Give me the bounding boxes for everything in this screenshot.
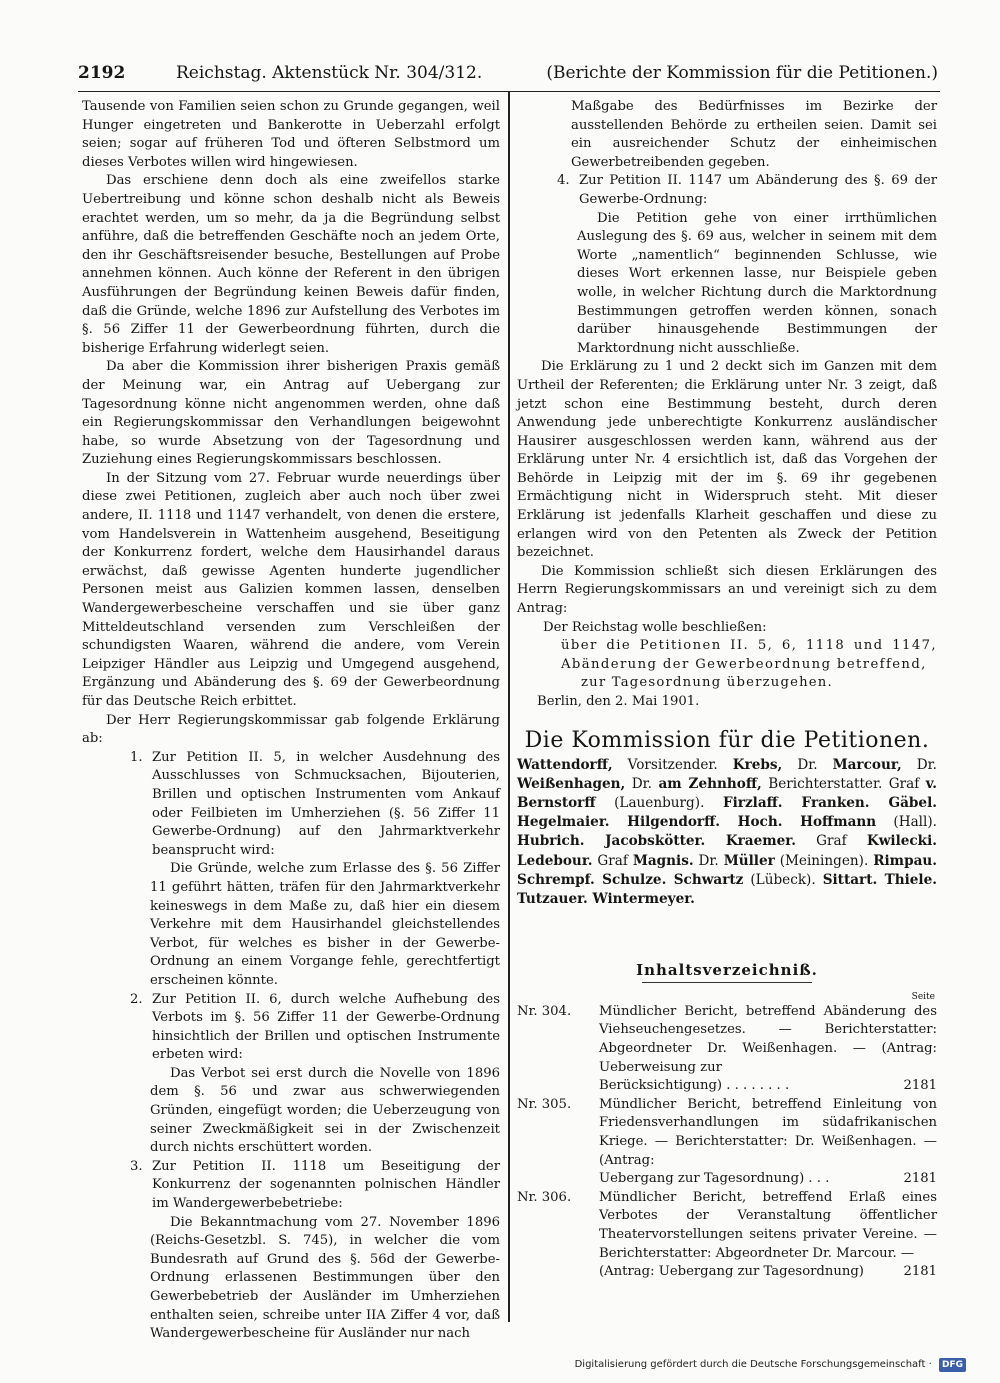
toc-entry-page: 2181 (903, 1171, 937, 1187)
list-item-text: Zur Petition II. 1147 um Abänderung des §. 69 der Gewerbe-Ordnung: (579, 173, 937, 207)
toc-entry-number: Nr. 306. (517, 1189, 572, 1205)
member-detail: Dr. (782, 756, 833, 773)
list-item-text: Zur Petition II. 1118 um Beseitigung der Konkurrenz der sogenannten polnischen Händler im Wandergewerbebetriebe: (152, 1158, 500, 1212)
enumerated-list (82, 749, 500, 1344)
list-item-text: Zur Petition II. 5, in welcher Ausdehnung des Ausschlusses von Schmucksachen, Bijouterien, Brillen und optischen Instrumenten vom Ankauf oder Feilbieten im Umherziehen (§. 56 Ziffer 11 Gewerbe-Ordnung) auf den Jahrmarktverkehr beansprucht wird: (152, 749, 500, 858)
member-detail: Berichterstatter. Graf (761, 775, 926, 792)
toc-entry-number: Nr. 304. (517, 1003, 572, 1019)
member-detail: Dr. (625, 775, 659, 792)
member-name: Weißenhagen, (517, 775, 626, 792)
toc-entry-page: 2181 (903, 1078, 937, 1094)
member-name: Magnis. (632, 852, 694, 869)
commission-members (517, 756, 937, 910)
quoted-statement: Die Bekanntmachung vom 27. November 1896 (Reichs-Gesetzbl. S. 745), in welcher die vom Bundesrath auf Grund des §. 56d der Gewerbe-Ordnung erlassenen Bestimmungen über den Gewerbebetrieb der Ausländer im Umherziehen enthalten seien, schreibe unter IIA Ziffer 4 vor, daß Wandergewerbescheine für Ausländer nur nach (150, 1214, 500, 1342)
member-detail: Vorsitzender. (612, 756, 733, 773)
list-item-number: 3. (130, 1158, 143, 1174)
member-name: Marcour, (832, 756, 902, 773)
list-item-number: 4. (557, 173, 570, 189)
member-detail: (Hall). (876, 814, 938, 831)
left-column (82, 98, 500, 1344)
right-column (517, 98, 937, 1282)
list-item (130, 991, 500, 1065)
paragraph: Das erschiene denn doch als eine zweifellos starke Uebertreibung und könne schon deshalb nicht als Beweis erachtet werden, um so mehr, da ja die Begründung selbst anführe, daß die betreffenden Geschäfte noch an jedem Orte, den ihr Geschäftsreisender besuche, Bestellungen auf Probe annehmen können. Auch könne der Referent in den übrigen Ausführungen der Begründung keinen Beweis dafür finden, daß die Gründe, welche 1896 zur Aufstellung des Verbotes im §. 56 Ziffer 11 der Gewerbeordnung führten, durch die bisherige Erfahrung widerlegt seien. (82, 173, 500, 356)
member-detail: Dr. (901, 756, 937, 773)
commission-title: Die Kommission für die Petitionen. (524, 727, 930, 753)
page-number: 2192 (78, 63, 126, 83)
column-divider (508, 92, 510, 1322)
toc-entry-number: Nr. 305. (517, 1096, 572, 1112)
toc-entry (517, 1096, 937, 1189)
member-detail: Graf (592, 852, 633, 869)
resolution-text: über die Petitionen II. 5, 6, 1118 und 1147, Abänderung der Gewerbeordnung betreffend, (561, 638, 937, 672)
member-name: Kwilecki. Ledebour. (517, 833, 937, 869)
list-item (557, 172, 937, 209)
member-name: Krebs, (732, 756, 783, 773)
paragraph: Tausende von Familien seien schon zu Grunde gegangen, weil Hunger eingetreten und Bankerotte in Ueberzahl erfolgt seien; sogar auf früheren Tod und öfteren Selbstmord um dieses Verbotes willen wird hingewiesen. (82, 99, 500, 170)
quoted-statement: Die Gründe, welche zum Erlasse des §. 56 Ziffer 11 geführt hätten, träfen für den Jahrmarktverkehr keineswegs in dem Maße zu, daß hier ein diesem Verkehre mit dem Hausirhandel gleichstellendes Verbot, für welches es bisher in der Gewerbe-Ordnung an einem Vorgange fehle, gerechtfertigt erscheinen könnte. (150, 861, 500, 988)
place-date: Berlin, den 2. Mai 1901. (537, 694, 700, 709)
member-name: Müller (723, 852, 775, 869)
member-name: Sittart. Thiele. Tutzauer. Wintermeyer. (517, 871, 937, 908)
member-detail: (Meiningen). (774, 852, 874, 869)
toc-entry-text-end: Berücksichtigung) . . . . . . . . (599, 1078, 790, 1094)
toc-title: Inhaltsverzeichniß. (636, 961, 818, 980)
quoted-statement: Das Verbot sei erst durch die Novelle von 1896 dem §. 56 und zwar aus schwerwiegenden Gründen, eingefügt worden; die Ueberzeugung von seiner Zweckmäßigkeit sei in der Zwischenzeit durch nichts erschüttert worden. (150, 1065, 500, 1156)
toc-page-column-label: Seite (911, 991, 935, 1002)
list-item-number: 1. (130, 749, 143, 765)
list-item (130, 1158, 500, 1214)
quoted-statement: Maßgabe des Bedürfnisses im Bezirke der ausstellenden Behörde zu ertheilen seien. Damit sei ein ausreichender Schutz der einheimischen Gewerbetreibenden gegeben. (571, 99, 937, 170)
toc-rule (642, 982, 812, 983)
member-detail: Graf (795, 833, 867, 850)
running-title: Reichstag. Aktenstück Nr. 304/312. (176, 63, 483, 83)
toc-entry-page: 2181 (903, 1264, 937, 1280)
member-detail: (Lübeck). (743, 871, 823, 888)
paragraph: Die Erklärung zu 1 und 2 deckt sich im Ganzen mit dem Urtheil der Referenten; die Erklärung unter Nr. 3 zeigt, daß jetzt schon eine Bestimmung besteht, durch deren Anwendung jede unberechtigte Konkurrenz ausländischer Hausirer ausgeschlossen werden kann, während aus der Erklärung unter Nr. 4 ersichtlich ist, daß das Vorgehen der Behörde in Leipzig mit der im §. 69 ihr gegebenen Ermächtigung nicht in Widerspruch steht. Mit dieser Erklärung ist jedenfalls Klarheit geschaffen und diese zu erlangen wird von den Petenten als Zweck der Petition bezeichnet. (517, 359, 937, 561)
toc-entry-text-end: Uebergang zur Tagesordnung) . . . (599, 1171, 830, 1187)
member-name: Wattendorff, (517, 756, 613, 773)
toc-entry-text-end: (Antrag: Uebergang zur Tagesordnung) (599, 1264, 864, 1280)
list-item (130, 749, 500, 861)
paragraph: Da aber die Kommission ihrer bisherigen Praxis gemäß der Meinung war, ein Antrag auf Uebergang zur Tagesordnung könne nicht angenommen werden, ohne daß ein Regierungskommissar den Verhandlungen beigewohnt habe, so wurde Absetzung von der Tagesordnung und Zuziehung eines Regierungskommissars beschlossen. (82, 359, 500, 468)
paragraph: In der Sitzung vom 27. Februar wurde neuerdings über diese zwei Petitionen, zugleich aber auch noch über zwei andere, II. 1118 und 1147 verhandelt, von denen die erstere, vom Handelsverein in Wattenheim ausgehend, Beseitigung der Konkurrenz fordert, welche dem Hausirhandel daraus erwächst, daß gewisse Agenten hunderte jugendlicher Personen meist aus Galizien kommen lassen, denselben Wandergewerbescheine verschaffen und sie über ganz Mitteldeutschland versenden zum Verschleißen der schundigsten Waaren, während die andere, vom Verein Leipziger Händler aus Leipzig und Umgegend ausgehend, Ergänzung und Abänderung des §. 69 der Gewerbeordnung für das Deutsche Reich erbittet. (82, 470, 500, 709)
member-name: Firzlaff. Franken. Gäbel. Hegelmaier. Hilgendorff. Hoch. Hoffmann (517, 795, 937, 831)
member-detail: Dr. (693, 852, 724, 869)
member-name: v. Bernstorff (517, 775, 937, 811)
paragraph: Die Kommission schließt sich diesen Erklärungen des Herrn Regierungskommissars an und vereinigt sich zu dem Antrag: (517, 563, 937, 617)
member-detail: (Lauenburg). (595, 795, 723, 811)
list-item-text: Zur Petition II. 6, durch welche Aufhebung des Verbots im §. 56 Ziffer 11 der Gewerbe-Ordnung hinsichtlich der Brillen und optischen Instrumente erbeten wird: (152, 991, 500, 1063)
toc-entry-text: Mündlicher Bericht, betreffend Abänderung des Viehseuchengesetzes. — Berichterstatter: Abgeordneter Dr. Weißenhagen. — (Antrag: Ueberweisung zur (599, 1003, 937, 1075)
digitization-credit (575, 1358, 966, 1372)
credit-text: Digitalisierung gefördert durch die Deutsche Forschungsgemeinschaft · (574, 1359, 932, 1370)
member-name: Rimpau. Schrempf. Schulze. Schwartz (517, 852, 937, 888)
running-subtitle: (Berichte der Kommission für die Petitionen.) (546, 63, 938, 83)
quoted-statement: Die Petition gehe von einer irrthümlichen Auslegung des §. 69 aus, welcher in seinem mit dem Worte „namentlich“ beginnenden Schlusse, wie dieses Wort erkennen lasse, nur Beispiele geben wolle, in welcher Richtung durch die Marktordnung Bestimmungen getroffen werden können, sonach darüber hinausgehende Bestimmungen der Marktordnung nicht ausschließe. (577, 210, 937, 356)
dfg-logo: DFG (939, 1358, 966, 1372)
resolution-intro: Der Reichstag wolle beschließen: (543, 619, 767, 635)
resolution-conclusion: zur Tagesordnung überzugehen. (581, 675, 833, 691)
toc-entry-text: Mündlicher Bericht, betreffend Erlaß eines Verbotes der Veranstaltung öffentlicher Theatervorstellungen seitens privater Vereine. — Berichterstatter: Abgeordneter Dr. Marcour. — (599, 1189, 937, 1261)
enumerated-list (517, 98, 937, 358)
list-item-number: 2. (130, 991, 143, 1007)
running-header (78, 58, 940, 88)
paragraph: Der Herr Regierungskommissar gab folgende Erklärung ab: (82, 712, 500, 747)
toc-entry-text: Mündlicher Bericht, betreffend Einleitung von Friedensverhandlungen im südafrikanischen Kriege. — Berichterstatter: Dr. Weißenhagen. — (Antrag: (599, 1096, 937, 1168)
member-name: am Zehnhoff, (658, 775, 762, 792)
toc-entry (517, 1003, 937, 1096)
toc-entry (517, 1189, 937, 1282)
member-name: Hubrich. Jacobskötter. Kraemer. (517, 833, 796, 850)
